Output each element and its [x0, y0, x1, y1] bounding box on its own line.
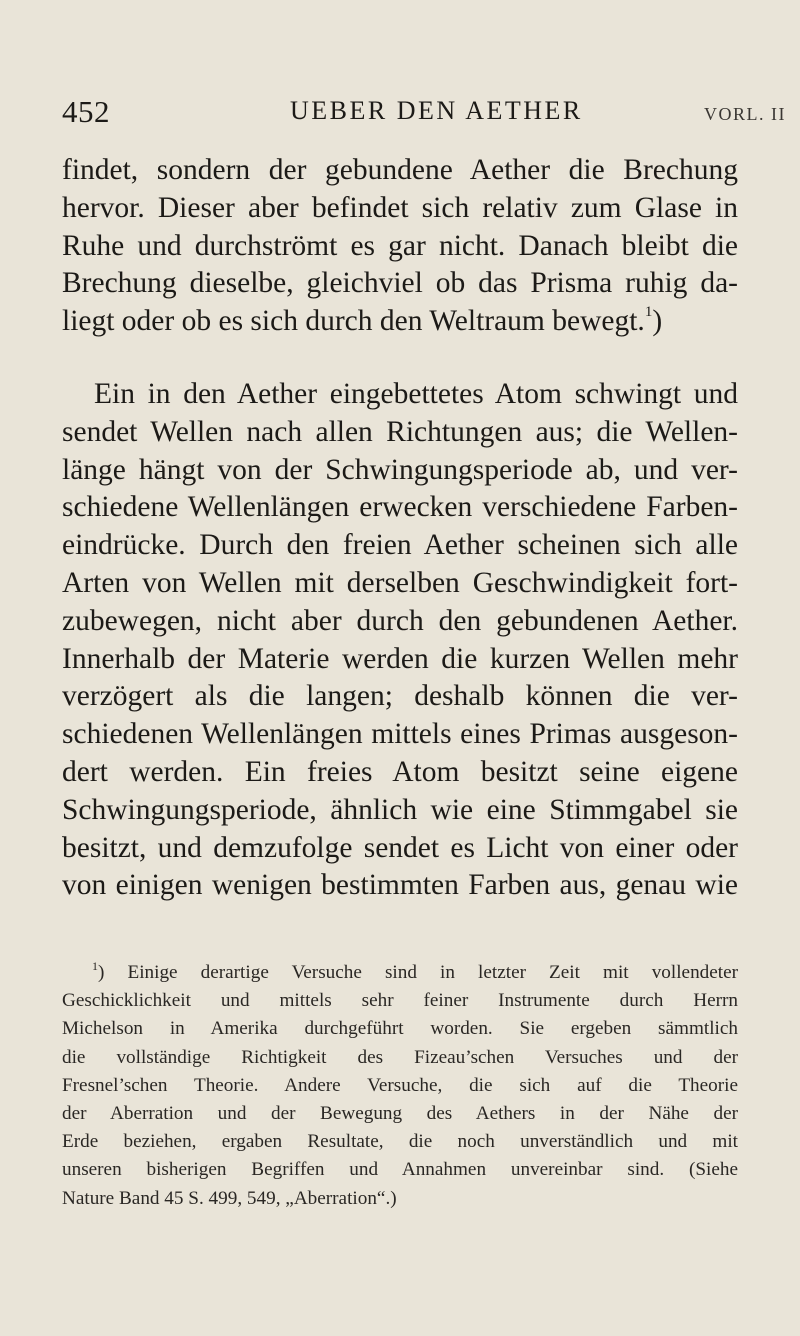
text-line: verzögert als die langen; deshalb können die ver-: [62, 680, 738, 713]
page-number: 452: [62, 94, 110, 129]
main-text: [62, 152, 738, 905]
footnote-reference[interactable]: 1: [644, 304, 653, 321]
text-line: sendet Wellen nach allen Richtungen aus; die Wellen-: [62, 415, 738, 448]
running-title: UEBER DEN AETHER: [290, 96, 583, 125]
text-line: findet, sondern der gebundene Aether die Brechung: [62, 154, 738, 186]
text-line: besitzt, und demzufolge sendet es Licht von einer oder: [62, 831, 738, 864]
footnote-line: unseren bisherigen Begriffen und Annahmen unvereinbar sind. (Siehe: [62, 1159, 738, 1181]
footnote-marker: 1: [92, 959, 98, 973]
paragraph-2: [62, 376, 738, 905]
text-line: schiedenen Wellenlängen mittels eines Primas ausgeson-: [62, 718, 738, 751]
footnote: [62, 959, 738, 1213]
text-line: Ruhe und durchströmt es gar nicht. Danach bleibt die: [62, 229, 738, 262]
text-line: Innerhalb der Materie werden die kurzen Wellen mehr: [62, 642, 738, 675]
footnote-line: der Aberration und der Bewegung des Aethers in der Nähe der: [62, 1102, 738, 1124]
text-line: hervor. Dieser aber befindet sich relativ zum Glase in: [62, 191, 738, 224]
text-line: zubewegen, nicht aber durch den gebundenen Aether.: [62, 604, 738, 637]
text-line: länge hängt von der Schwingungsperiode ab, und ver-: [62, 453, 738, 486]
footnote-line: Michelson in Amerika durchgeführt worden. Sie ergeben sämmtlich: [62, 1018, 738, 1040]
footnote-line: Einige derartige Versuche sind in letzter Zeit mit vollendeter: [127, 962, 739, 983]
text-line: von einigen wenigen bestimmten Farben aus, genau wie: [62, 869, 738, 902]
paragraph-spacer: [62, 341, 738, 376]
lecture-mark: VORL. II: [704, 104, 786, 124]
footnote-line: Nature Band 45 S. 499, 549, „Aberration“.): [62, 1187, 397, 1209]
footnote-line: Geschicklichkeit und mittels sehr feiner Instrumente durch Herrn: [62, 990, 738, 1012]
text-line: schiedene Wellenlängen erwecken verschiedene Farben-: [62, 491, 738, 524]
footnote-line: Fresnel’schen Theorie. Andere Versuche, die sich auf die Theorie: [62, 1074, 738, 1096]
footnote-line-with-marker: [62, 959, 738, 987]
text-line: dert werden. Ein freies Atom besitzt seine eigene: [62, 755, 738, 788]
page-header: [62, 94, 800, 134]
text-line: eindrücke. Durch den freien Aether scheinen sich alle: [62, 529, 738, 562]
footnote-marker-close: ): [98, 962, 105, 983]
text-line: Schwingungsperiode, ähnlich wie eine Stimmgabel sie: [62, 793, 738, 826]
footnote-line: Erde beziehen, ergaben Resultate, die noch unverständlich und mit: [62, 1131, 738, 1153]
text-line: liegt oder ob es sich durch den Weltraum bewegt.: [62, 305, 645, 338]
text-line: Brechung dieselbe, gleichviel ob das Prisma ruhig da-: [62, 267, 738, 300]
text-line-with-footnote-ref: [62, 303, 738, 341]
text-line: Ein in den Aether eingebettetes Atom schwingt und: [94, 377, 738, 410]
text-line: Arten von Wellen mit derselben Geschwindigkeit fort-: [62, 566, 738, 599]
footnote-reference-close: ): [652, 305, 663, 338]
footnote-line: die vollständige Richtigkeit des Fizeau’schen Versuches und der: [62, 1046, 738, 1068]
paragraph-1: [62, 152, 738, 341]
